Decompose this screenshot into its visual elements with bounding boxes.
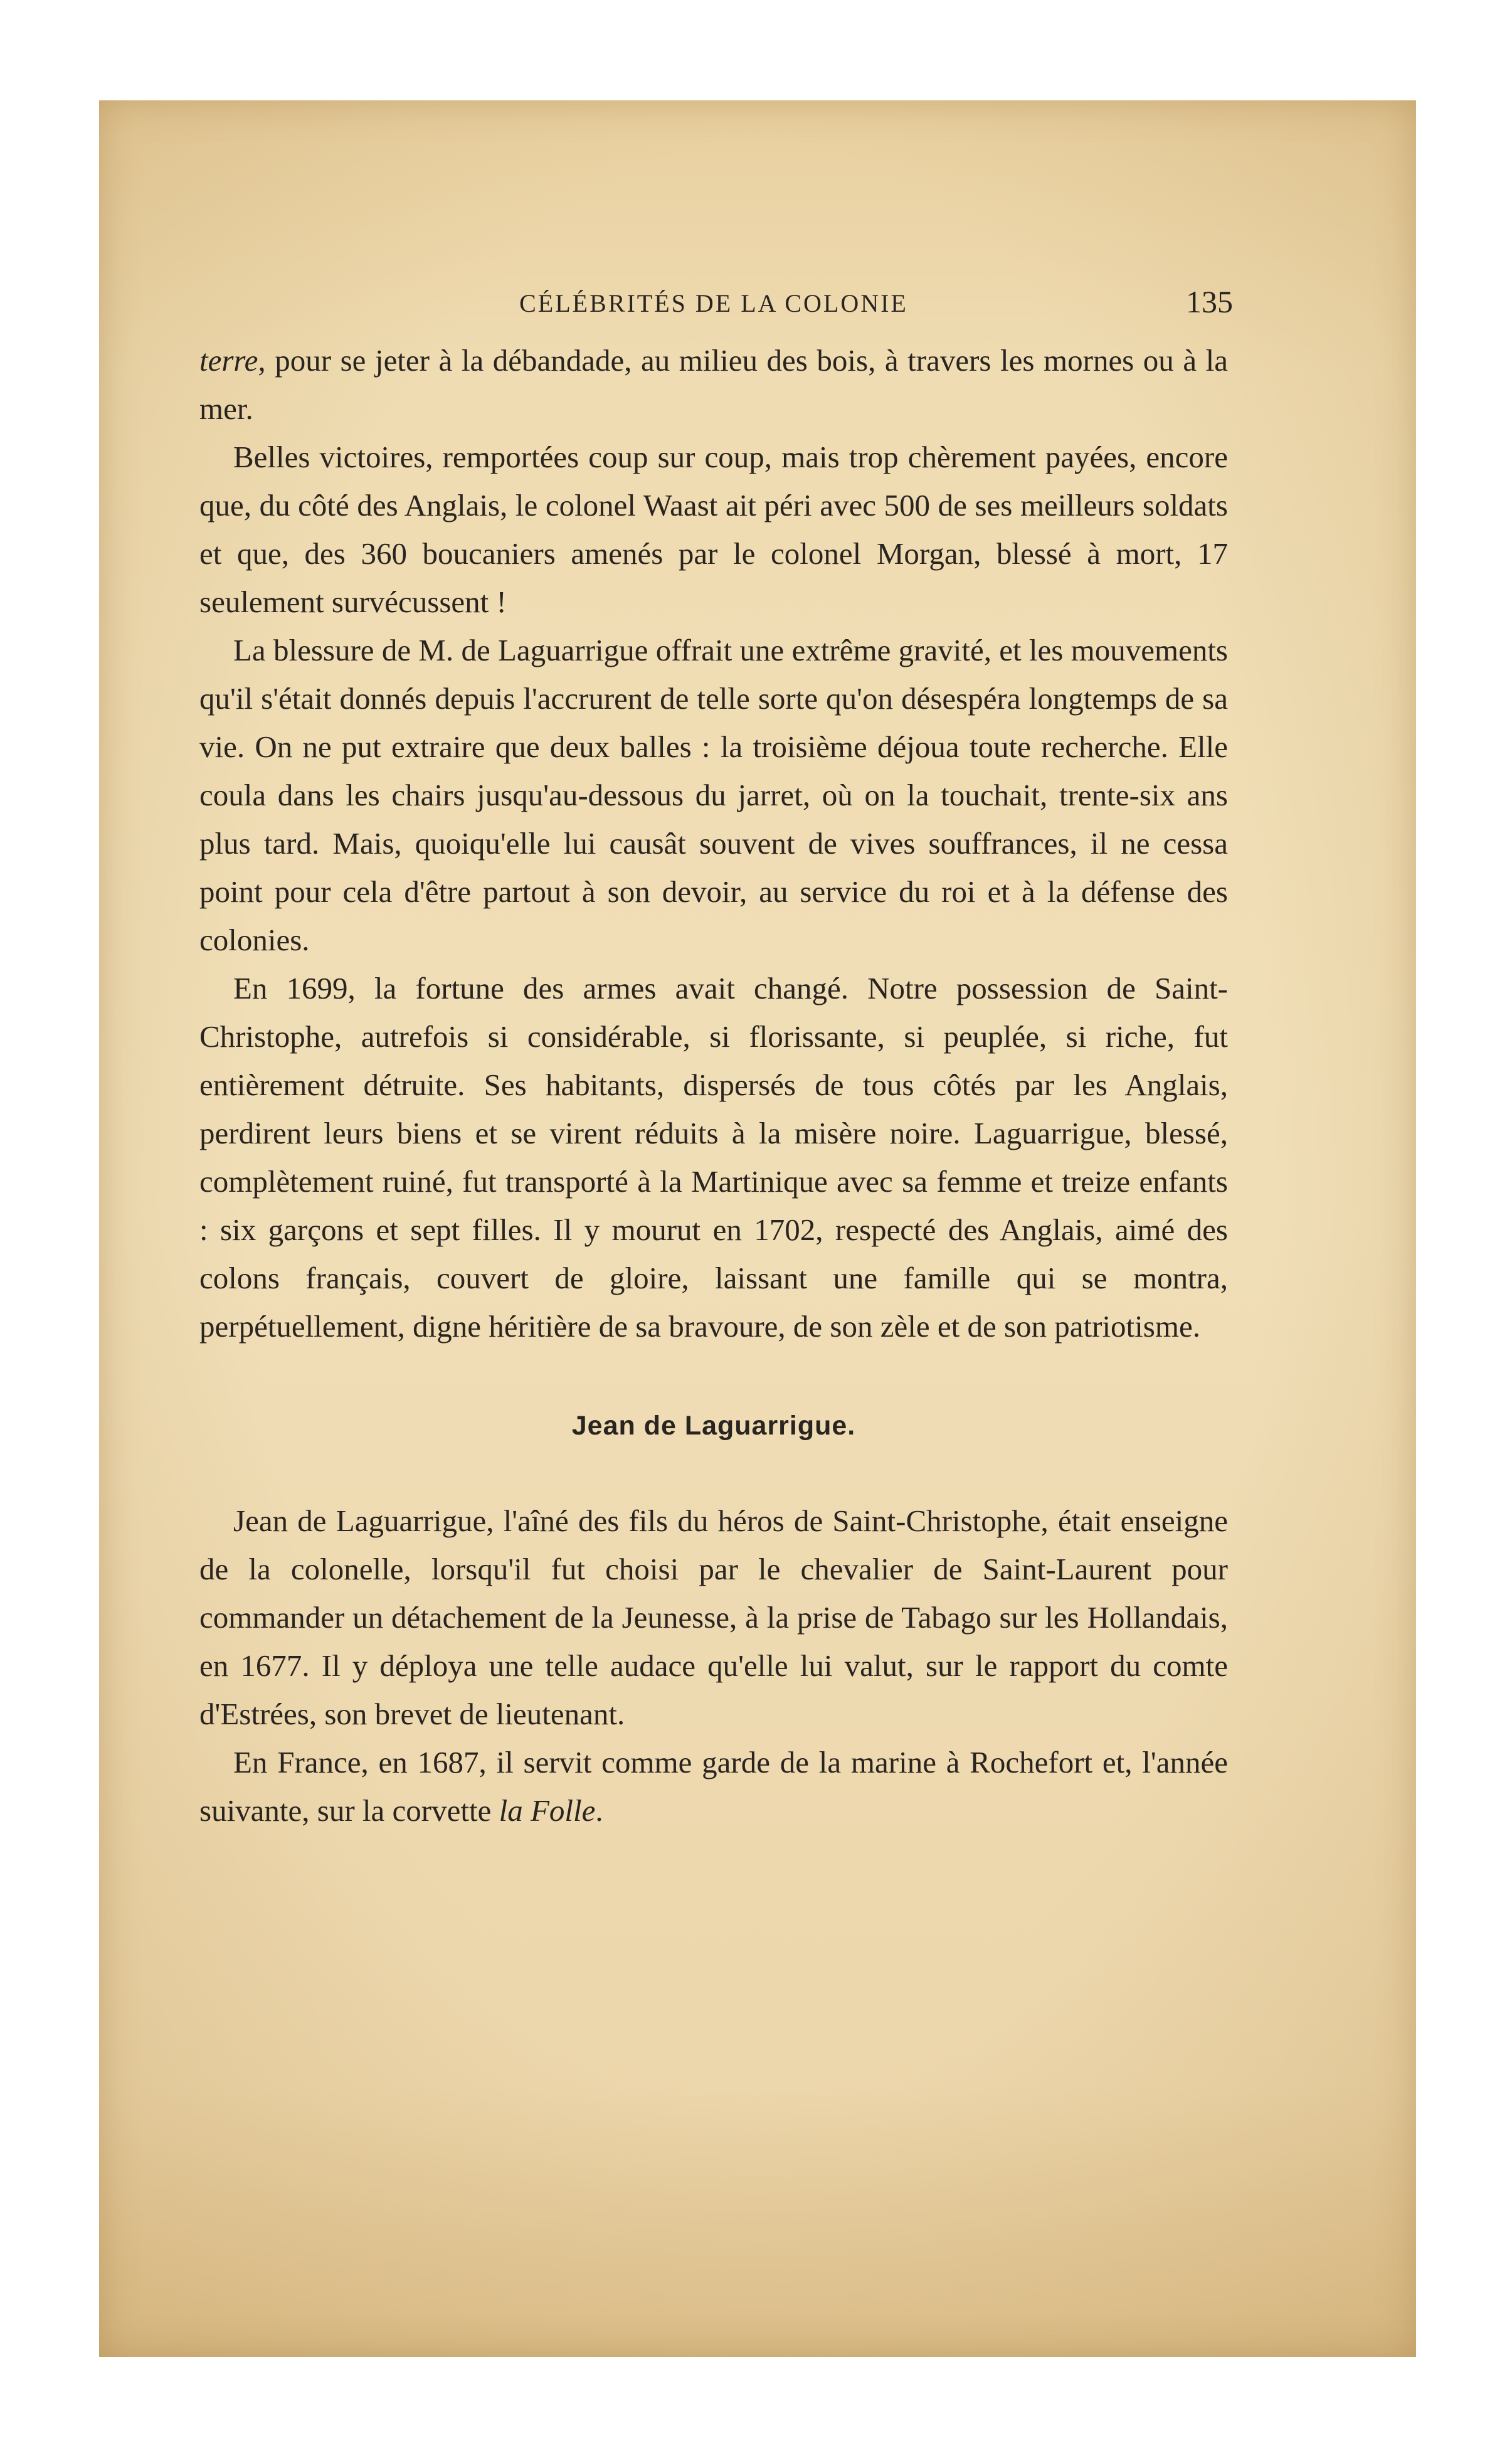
scanned-page [99,100,1416,2357]
paragraph-6-italic: la Folle [499,1793,596,1828]
paragraph-1 [199,336,1228,433]
paragraph-2: Belles victoires, remportées coup sur coup, mais trop chèrement payées, encore que, du côté des Anglais, le colonel Waast ait péri avec 500 de ses meilleurs soldats et que, des 360 boucaniers amenés par le colonel Morgan, blessé à mort, 17 seulement survécussent ! [199,440,1228,619]
paragraph-6 [199,1738,1228,1835]
paragraph-6-text: En France, en 1687, il servit comme garde de la marine à Rochefort et, l'année suivante, sur la corvette [199,1745,1228,1828]
text-block [199,284,1233,1835]
paragraph-1-text: pour se jeter à la débandade, au milieu des bois, à travers les mornes ou à la mer. [199,343,1228,426]
paragraph-1-italic: terre, [199,343,266,378]
running-title: CÉLÉBRITÉS DE LA COLONIE [519,289,908,317]
paragraph-3: La blessure de M. de Laguarrigue offrait une extrême gravité, et les mouvements qu'il s'était donnés depuis l'accrurent de telle sorte qu'on désespéra longtemps de sa vie. On ne put extraire que deux balles : la troisième déjoua toute recherche. Elle coula dans les chairs jusqu'au-dessous du jarret, où on la touchait, trente-six ans plus tard. Mais, quoiqu'elle lui causât souvent de vives souffrances, il ne cessa point pour cela d'être partout à son devoir, au service du roi et à la défense des colonies. [199,633,1228,957]
section-heading: Jean de Laguarrigue. [571,1411,856,1441]
running-head [199,284,1233,332]
paragraph-5: Jean de Laguarrigue, l'aîné des fils du héros de Saint-Christophe, était enseigne de la colonelle, lorsqu'il fut choisi par le chevalier de Saint-Laurent pour commander un détachement de la Jeunesse, à la prise de Tabago sur les Hollandais, en 1677. Il y déploya une telle audace qu'elle lui valut, sur le rapport du comte d'Estrées, son brevet de lieutenant. [199,1503,1228,1731]
page-number: 135 [1186,284,1233,319]
paragraph-6-end: . [595,1793,603,1828]
paragraph-4: En 1699, la fortune des armes avait changé. Notre possession de Saint-Christophe, autrefois si considérable, si florissante, si peuplée, si riche, fut entièrement détruite. Ses habitants, dispersés de tous côtés par les Anglais, perdirent leurs biens et se virent réduits à la misère noire. Laguarrigue, blessé, complètement ruiné, fut transporté à la Martinique avec sa femme et treize enfants : six garçons et sept filles. Il y mourut en 1702, respecté des Anglais, aimé des colons français, couvert de gloire, laissant une famille qui se montra, perpétuellement, digne héritière de sa bravoure, de son zèle et de son patriotisme. [199,971,1228,1344]
